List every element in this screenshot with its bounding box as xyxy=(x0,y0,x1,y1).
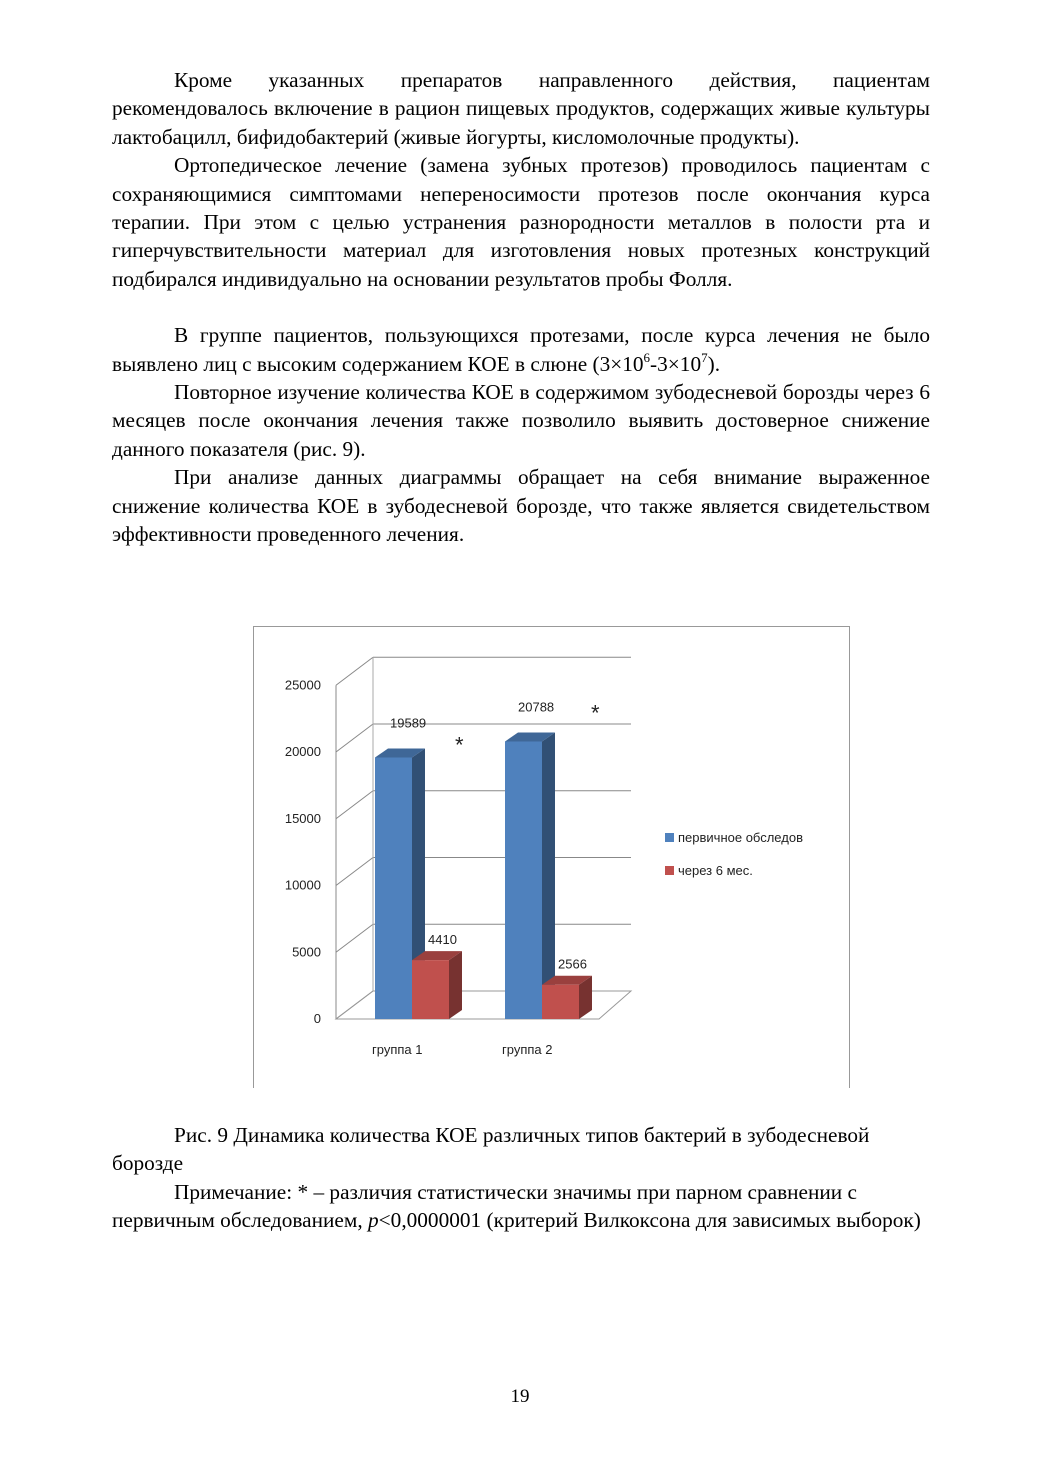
y-tick-label: 10000 xyxy=(284,877,321,893)
exponent-6: 6 xyxy=(643,349,651,365)
bar-chart xyxy=(253,626,850,1088)
grid-diagonal xyxy=(336,657,373,685)
paragraph-4: Повторное изучение количества КОЕ в содержимом зубодесневой борозды через 6 месяцев после окончания лечения также позволило выявить достоверное снижение данного показателя (рис. 9). xyxy=(112,380,930,461)
legend-label: через 6 мес. xyxy=(678,863,753,878)
grid-diagonal xyxy=(336,724,373,752)
data-label: 4410 xyxy=(428,932,457,948)
y-tick-label: 5000 xyxy=(292,944,321,960)
bar xyxy=(505,741,542,1019)
data-label: 19589 xyxy=(390,715,427,731)
legend-swatch xyxy=(665,833,674,842)
paragraph-3-mid: -3×10 xyxy=(650,351,702,376)
significance-mark: * xyxy=(591,700,600,726)
body-text xyxy=(112,66,930,549)
paragraph-5: При анализе данных диаграммы обращает на себя внимание выраженное снижение количества КОЕ в зубодесневой борозде, что также является свидетельством эффективности проведенного лечения. xyxy=(112,465,930,547)
y-tick-label: 15000 xyxy=(284,810,321,826)
p-symbol: p xyxy=(368,1208,379,1233)
legend-label: первичное обследов xyxy=(678,830,803,845)
paragraph-3-text: В группе пациентов, пользующихся протезами, после курса лечения не было выявлено лиц с высоким содержанием КОЕ в слюне (3×10 xyxy=(112,323,930,376)
paragraph-2: Ортопедическое лечение (замена зубных протезов) проводилось пациентам с сохраняющимися симптомами непереносимости протезов после окончания курса терапии. При этом с целью устранения разнородности металлов в полости рта и гиперчувствительности материал для изготовления новых протезных конструкций подбирался индивидуально на основании результатов пробы Фолля. xyxy=(112,153,930,291)
figure-note xyxy=(112,1178,930,1235)
legend-swatch xyxy=(665,866,674,875)
bar xyxy=(412,960,449,1019)
figure-note-end: <0,0000001 (критерий Вилкоксона для зависимых выборок) xyxy=(378,1208,921,1233)
figure-caption xyxy=(112,1121,930,1235)
data-label: 2566 xyxy=(558,956,587,972)
exponent-7: 7 xyxy=(701,349,708,365)
y-tick-label: 20000 xyxy=(284,744,321,759)
paragraph-3-end: ). xyxy=(707,351,721,376)
grid-diagonal xyxy=(336,924,373,952)
y-tick-label: 0 xyxy=(313,1011,321,1026)
bar xyxy=(375,757,412,1019)
bar-side xyxy=(542,732,555,1019)
bar xyxy=(542,985,579,1019)
x-tick-label: группа 2 xyxy=(502,1042,553,1057)
significance-mark: * xyxy=(455,732,464,758)
grid-diagonal xyxy=(336,858,373,886)
paragraph-3 xyxy=(112,321,930,378)
x-tick-label: группа 1 xyxy=(372,1042,423,1057)
bar-side xyxy=(449,951,462,1019)
figure-title: Рис. 9 Динамика количества КОЕ различных типов бактерий в зубодесневой борозде xyxy=(112,1123,870,1176)
y-tick-label: 25000 xyxy=(284,677,321,693)
paragraph-1: Кроме указанных препаратов направленного действия, пациентам рекомендовалось включение в рацион пищевых продуктов, содержащих живые культуры лактобацилл, бифидобактерий (живые йогурты, кисломолочные продукты). xyxy=(112,68,930,149)
data-label: 20788 xyxy=(518,699,555,715)
figure-note-text: Примечание: * – различия статистически значимы при парном сравнении с первичным обследованием, xyxy=(112,1179,857,1233)
grid-diagonal xyxy=(336,791,373,819)
page-number: 19 xyxy=(510,1386,530,1407)
